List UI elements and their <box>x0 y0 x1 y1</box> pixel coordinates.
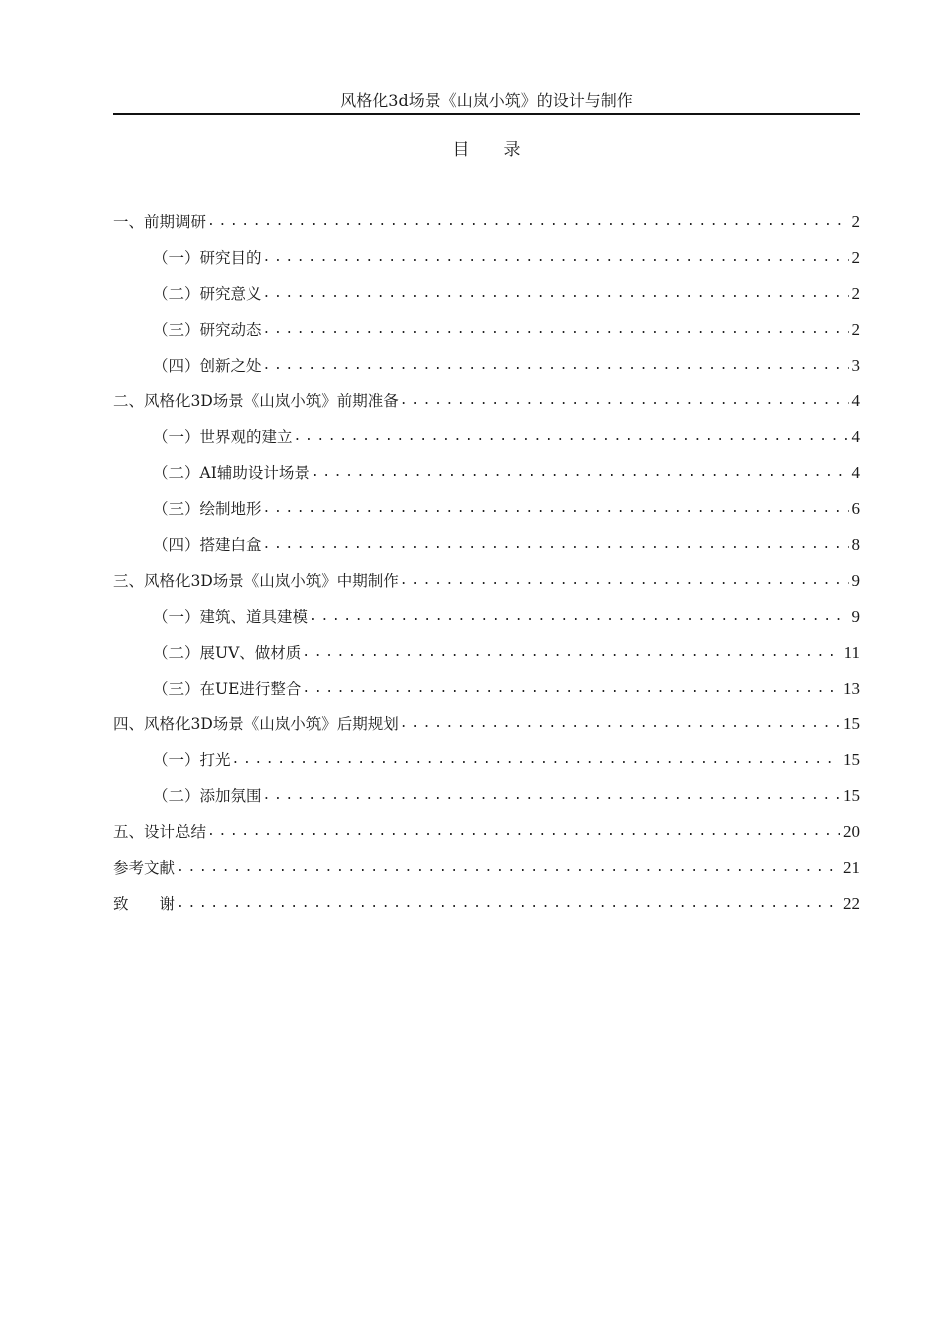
toc-entry-page: 13 <box>843 678 860 698</box>
toc-entry-page: 22 <box>843 893 860 913</box>
toc-entry-label: （二）研究意义 <box>153 284 262 303</box>
toc-entry-page: 2 <box>851 247 860 267</box>
toc-entry-page: 4 <box>851 391 860 411</box>
toc-entry[interactable] <box>113 713 860 749</box>
dot-leader <box>263 785 840 807</box>
toc-entry-page: 20 <box>843 822 860 842</box>
toc-entry[interactable] <box>113 678 860 714</box>
dot-leader <box>302 678 840 700</box>
toc-entry-page: 4 <box>851 427 860 447</box>
toc-entry-page: 6 <box>851 499 860 519</box>
dot-leader <box>263 319 849 341</box>
toc-entry[interactable] <box>113 749 860 785</box>
toc-entry[interactable] <box>113 247 860 283</box>
toc-entry-label: （三）绘制地形 <box>153 500 262 519</box>
toc-entry-page: 15 <box>843 714 860 734</box>
dot-leader <box>263 498 849 520</box>
toc-entry[interactable] <box>113 462 860 498</box>
toc-entry-page: 9 <box>851 570 860 590</box>
dot-leader <box>263 283 849 305</box>
dot-leader <box>232 749 840 771</box>
dot-leader <box>302 642 840 664</box>
toc-entry[interactable] <box>113 534 860 570</box>
dot-leader <box>400 713 840 735</box>
toc-entry-label: 一、前期调研 <box>113 213 207 231</box>
dot-leader <box>263 247 849 269</box>
toc-entry-label: （三）在UE进行整合 <box>153 679 302 698</box>
toc-entry-label: 三、风格化3D场景《山岚小筑》中期制作 <box>113 571 399 590</box>
dot-leader <box>263 355 849 377</box>
toc-entry-label: （二）展UV、做材质 <box>153 643 302 662</box>
dot-leader <box>400 390 849 412</box>
toc-entry[interactable] <box>113 857 860 893</box>
toc-entry-label: （一）建筑、道具建模 <box>153 607 309 626</box>
toc-heading: 目 录 <box>452 140 521 160</box>
running-header-title: 风格化3d场景《山岚小筑》的设计与制作 <box>340 91 633 110</box>
toc-entry-label: （一）打光 <box>153 751 231 770</box>
dot-leader <box>176 893 840 915</box>
toc-entry-label: 参考文献 <box>113 859 176 878</box>
toc-entry-page: 9 <box>851 606 860 626</box>
header-divider <box>113 113 860 115</box>
toc-entry[interactable] <box>113 211 860 247</box>
dot-leader <box>309 606 848 628</box>
toc-entry-page: 15 <box>843 750 860 770</box>
dot-leader <box>400 570 849 592</box>
toc-entry-label: 二、风格化3D场景《山岚小筑》前期准备 <box>113 392 399 411</box>
toc-entry-page: 4 <box>851 463 860 483</box>
dot-leader <box>207 211 848 233</box>
toc-entry[interactable] <box>113 355 860 391</box>
toc-entry-page: 2 <box>851 283 860 303</box>
toc-entry-label: （二）AI辅助设计场景 <box>153 464 310 483</box>
toc-entry-label: （三）研究动态 <box>153 320 262 339</box>
toc-entry-label: 四、风格化3D场景《山岚小筑》后期规划 <box>113 715 399 734</box>
toc-entry[interactable] <box>113 785 860 821</box>
toc-entry[interactable] <box>113 283 860 319</box>
toc-entry[interactable] <box>113 606 860 642</box>
dot-leader <box>176 857 840 879</box>
toc-entry-label: （一）研究目的 <box>153 248 262 267</box>
toc-entry-page: 2 <box>851 212 860 231</box>
toc-entry[interactable] <box>113 821 860 857</box>
toc-entry-label: （四）创新之处 <box>153 356 262 375</box>
toc-entry-page: 3 <box>851 355 860 375</box>
toc-entry-label: 五、设计总结 <box>113 823 207 842</box>
toc-entry[interactable] <box>113 390 860 426</box>
table-of-contents <box>113 211 860 929</box>
toc-entry-label: （一）世界观的建立 <box>153 428 293 447</box>
toc-entry-page: 21 <box>843 858 860 878</box>
toc-entry[interactable] <box>113 426 860 462</box>
toc-entry-page: 15 <box>843 786 860 806</box>
dot-leader <box>207 821 840 843</box>
toc-entry-label: （四）搭建白盒 <box>153 536 262 555</box>
toc-entry[interactable] <box>113 642 860 678</box>
toc-entry[interactable] <box>113 498 860 534</box>
toc-entry-label: （二）添加氛围 <box>153 787 262 806</box>
toc-entry-page: 11 <box>843 642 860 662</box>
dot-leader <box>294 426 849 448</box>
toc-entry-page: 2 <box>851 319 860 339</box>
toc-entry[interactable] <box>113 893 860 929</box>
toc-entry[interactable] <box>113 319 860 355</box>
toc-entry[interactable] <box>113 570 860 606</box>
toc-entry-page: 8 <box>851 535 860 555</box>
toc-entry-label: 致 谢 <box>113 894 176 913</box>
dot-leader <box>263 534 849 556</box>
dot-leader <box>311 462 849 484</box>
